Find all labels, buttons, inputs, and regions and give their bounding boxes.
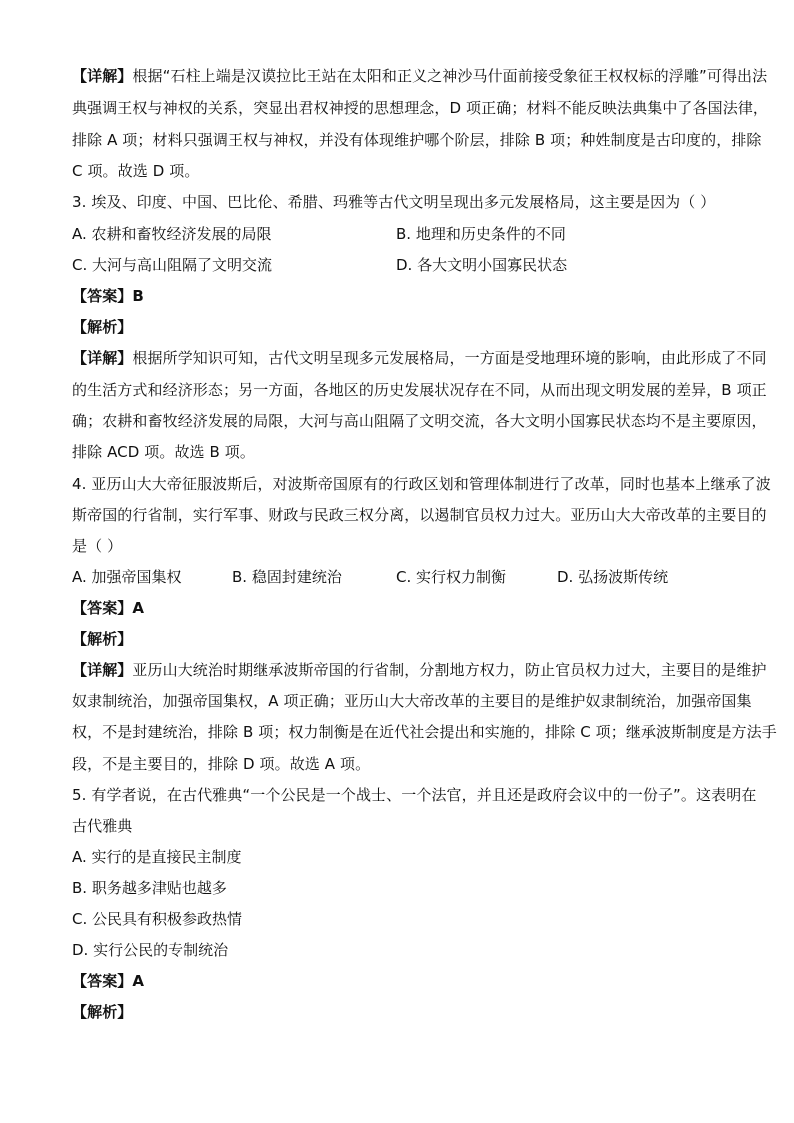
q5-stem-line-1: 5. 有学者说，在古代雅典“一个公民是一个战士、一个法官，并且还是政府会议中的一份子”。这表明在 (72, 786, 757, 804)
explain-tag: 【详解】 (72, 67, 133, 85)
q5-analysis-heading: 【解析】 (72, 1003, 133, 1021)
q5-option-c: C. 公民具有积极参政热情 (72, 910, 243, 928)
q3-answer: 【答案】B (72, 287, 144, 305)
q4-option-a: A. 加强帝国集权 (72, 568, 182, 586)
q4-explain-line-1: 【详解】亚历山大统治时期继承波斯帝国的行省制，分割地方权力，防止官员权力过大，主要目的是维护 (72, 661, 767, 679)
q5-stem-line-2: 古代雅典 (72, 817, 133, 835)
q2-explain-line-1: 【详解】根据“石柱上端是汉谟拉比王站在太阳和正义之神沙马什面前接受象征王权权标的浮雕”可得出法 (72, 67, 768, 85)
q4-stem-line-2: 斯帝国的行省制，实行军事、财政与民政三权分离，以遏制官员权力过大。亚历山大大帝改革的主要目的 (72, 506, 767, 524)
q2-explain-line-4: C 项。故选 D 项。 (72, 162, 200, 180)
q5-option-a: A. 实行的是直接民主制度 (72, 848, 242, 866)
q2-explain-line-3: 排除 A 项；材料只强调王权与神权，并没有体现维护哪个阶层，排除 B 项；种姓制度是古印度的，排除 (72, 131, 762, 149)
q3-option-a: A. 农耕和畜牧经济发展的局限 (72, 225, 272, 243)
q3-explain-line-3: 确；农耕和畜牧经济发展的局限，大河与高山阻隔了文明交流，各大文明小国寡民状态均不是主要原因， (72, 412, 767, 430)
explain-tag: 【详解】 (72, 349, 133, 367)
q4-explain-line-3: 权，不是封建统治，排除 B 项；权力制衡是在近代社会提出和实施的，排除 C 项；继承波斯制度是方法手 (72, 723, 777, 741)
q3-option-b: B. 地理和历史条件的不同 (396, 225, 566, 243)
q3-stem: 3. 埃及、印度、中国、巴比伦、希腊、玛雅等古代文明呈现出多元发展格局，这主要是因为（ ） (72, 193, 716, 211)
q3-explain-line-2: 的生活方式和经济形态；另一方面，各地区的历史发展状况存在不同，从而出现文明发展的差异，B 项正 (72, 381, 767, 399)
q3-explain-line-1: 【详解】根据所学知识可知，古代文明呈现多元发展格局，一方面是受地理环境的影响，由此形成了不同 (72, 349, 767, 367)
q4-option-d: D. 弘扬波斯传统 (557, 568, 669, 586)
q3-option-d: D. 各大文明小国寡民状态 (396, 256, 568, 274)
q4-option-b: B. 稳固封建统治 (232, 568, 342, 586)
q4-analysis-heading: 【解析】 (72, 630, 133, 648)
q3-analysis-heading: 【解析】 (72, 318, 133, 336)
q2-explain-line-2: 典强调王权与神权的关系，突显出君权神授的思想理念，D 项正确；材料不能反映法典集中了各国法律， (72, 99, 769, 117)
q4-stem-line-3: 是（ ） (72, 537, 123, 555)
q4-stem-line-1: 4. 亚历山大大帝征服波斯后，对波斯帝国原有的行政区划和管理体制进行了改革，同时也基本上继承了波 (72, 475, 771, 493)
q4-explain-line-2: 奴隶制统治，加强帝国集权，A 项正确；亚历山大大帝改革的主要目的是维护奴隶制统治，加强帝国集 (72, 692, 752, 710)
q5-answer: 【答案】A (72, 972, 145, 990)
q3-option-c: C. 大河与高山阻隔了文明交流 (72, 256, 273, 274)
q4-answer: 【答案】A (72, 599, 145, 617)
explain-tag: 【详解】 (72, 661, 133, 679)
q5-option-d: D. 实行公民的专制统治 (72, 941, 229, 959)
q5-option-b: B. 职务越多津贴也越多 (72, 879, 227, 897)
q4-option-c: C. 实行权力制衡 (396, 568, 507, 586)
q3-explain-line-4: 排除 ACD 项。故选 B 项。 (72, 443, 255, 461)
q4-explain-line-4: 段，不是主要目的，排除 D 项。故选 A 项。 (72, 755, 371, 773)
